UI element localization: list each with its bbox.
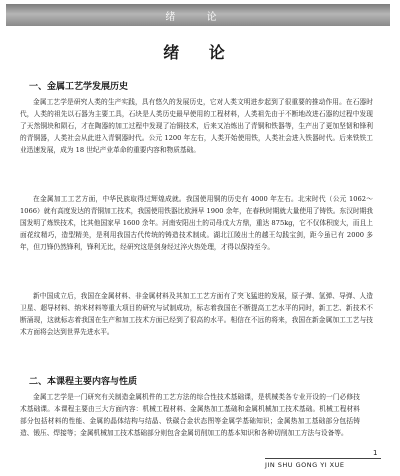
running-header-title: 绪 论 (165, 12, 231, 23)
header-bar (6, 4, 390, 26)
section-heading-content: 二、本课程主要内容与性质 (29, 377, 138, 387)
section-heading-history: 一、金属工艺学发展历史 (29, 82, 129, 92)
page-number: 1 (373, 449, 378, 457)
paragraph-history-2: 在金属加工工艺方面，中华民族取得过辉煌成就。我国使用铜的历史有 4000 年左右。北宋时代（公元 1062～1066）就有高度发达的青铜加工技术，我国使用铁器比欧洲早 1900 余年，在春秋时期就大量使用了铸铁。东汉时期我国发明了炼铁技术，比其他国家早 1600 余年。河南安阳出土的司母戊大方鼎，重达 875kg，它不仅体积庞大，而且上面花纹精巧，造型精美，是利用我国古代传统的铸造技术制成。湖北江陵出土的越王勾践宝剑，距今虽已有 2000 多年，但刀锋仍然锋利，锋利无比，经研究这是剑身经过淬火热处理，才得以保持至今。 (20, 195, 373, 252)
chapter-title: 绪 论 (163, 43, 237, 62)
paragraph-history-3: 新中国成立后，我国在金属材料、非金属材料及其加工工艺方面有了突飞猛进的发展，原子弹、氢弹、导弹、人造卫星、超导材料、纳米材料等重大项目的研究与试制成功，标志着我国在不断提高工艺水平的同时，新工艺、新技术不断涌现，这就标志着我国在生产和加工技术方面已经到了很高的水平。相信在不远的将来，我国在新金属加工工艺与技术方面将会达到世界先进水平。 (20, 292, 373, 337)
paragraph-history-1: 金属工艺学是研究人类的生产实践，具有悠久的发展历史，它对人类文明进步起到了很重要的推动作用。在石器时代，人类的祖先以石器为主要工具，石块是人类历史最早使用的工程材料，人类祖先由于不断地改进石器的过程中发现了天然铜块和陨石，才在陶器的加工过程中发现了冶铜技术，后来又冶炼出了青铜和铁器等，生产出了更加坚韧和锋利的青铜器，人类社会从此进入青铜器时代。公元 1200 年左右，人类开始使用铁，人类社会进入铁器时代。后来铁铁工业迅速发展，成为 18 世纪产业革命的重要内容和物质基础。 (20, 98, 373, 155)
footer-running-title: JIN SHU GONG YI XUE (265, 461, 345, 469)
paragraph-content-1: 金属工艺学是一门研究有关制造金属机件的工艺方法的综合性技术基础课，是机械类各专业开设的一门必修技术基础课。本课程主要由三大方面内容：机械工程材料、金属热加工基础和金属机械加工技术基础。机械工程材料部分包括材料的性能、金属的晶体结构与结晶、铁碳合金状态图等金属学基础知识；金属热加工基础部分包括铸造、锻压、焊接等；金属机械加工技术基础部分则包含金属切削加工的基本知识和各种切削加工方法与设备等。 (20, 393, 360, 438)
footer-rule (265, 458, 381, 459)
